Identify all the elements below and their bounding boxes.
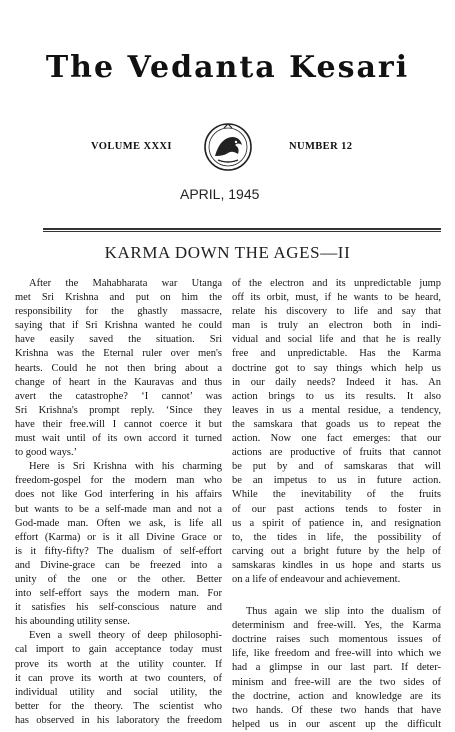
text-line: helped us in our ascent up the difficult [232, 718, 441, 730]
text-line: actions are productive of fruits that cannot [232, 447, 441, 459]
text-line: of our past actions tends to foster in [232, 503, 441, 515]
text-line: carving out a bright future by the help of [232, 545, 441, 557]
text-line: life, like freedom and free-will into which we [232, 648, 441, 660]
text-line: Sri Krishna's prompt reply. ‘Since they [15, 404, 222, 416]
text-line: have easily saved the situation. Sri [15, 334, 222, 346]
text-line: action. Now one fact emerges: that our [232, 433, 441, 445]
text-line: change of heart in the Kauravas and thus [15, 376, 222, 388]
text-line: free and unpredictable. Has the Karma [232, 348, 441, 360]
text-line: have their free.will I cannot coerce it but [15, 418, 222, 430]
text-line: us a spirit of patience in, and resignation [232, 517, 441, 529]
text-line: has observed in his laboratory the freedom [15, 714, 222, 726]
text-line: his abounding utility sense. [15, 616, 130, 628]
text-line: relate his discovery to life and say that [232, 306, 441, 318]
text-line: off its orbit, must, if he wants to be heard, [232, 292, 441, 304]
text-line: and Divine-grace can be freezed into a [15, 559, 222, 571]
text-line: effort (Karma) or is it all Divine Grace or [15, 531, 222, 543]
text-line: to good ways.’ [15, 447, 78, 459]
text-line: the doctrine, action and knowledge are its [232, 690, 441, 702]
text-line: doctrine raises such momentous issues of [232, 634, 441, 646]
lion-emblem-logo [202, 120, 254, 174]
volume-label: VOLUME XXXI [91, 141, 172, 152]
text-line: Here is Sri Krishna with his charming [29, 461, 222, 473]
text-line: must wait until of its own accord it turned [15, 433, 222, 445]
journal-masthead: The Vedanta Kesari [45, 50, 410, 85]
paragraph-gap [232, 587, 441, 605]
text-line: hearts. Could he not then bring about a [15, 362, 222, 374]
text-line: had a glimpse in our last part. If deter- [232, 662, 441, 674]
text-line: be put by and of samskaras that will [232, 461, 441, 473]
text-line: to, the tides in life, the possibility of [232, 531, 441, 543]
text-line: Thus again we slip into the dualism of [246, 606, 441, 618]
text-line: it satisfies his self-conscious nature and [15, 602, 222, 614]
left-text-column [15, 277, 222, 728]
text-line: man is truly an electron both in indi- [232, 320, 441, 332]
text-line: unity of the one or the other. Better [15, 573, 222, 585]
text-line: on a life of endeavour and achievement. [232, 573, 401, 585]
text-line: individual utility and social utility, the [15, 686, 222, 698]
header-rule-thin [43, 231, 441, 232]
text-line: met Sri Krishna and put on him the [15, 292, 222, 304]
text-line: action brings to us its results. It also [232, 390, 441, 402]
text-line: doctrine got to say things which help us [232, 362, 441, 374]
text-line: freedom-gospel for the modern man who [15, 475, 222, 487]
text-line: cal import to gain acceptance today must [15, 644, 222, 656]
text-line: avert the catastrophe? ‘I cannot’ was [15, 390, 222, 402]
issue-number-label: NUMBER 12 [289, 141, 353, 152]
text-line: but wants to be a self-made man and not a [15, 503, 222, 515]
text-line: determinism and free-will. Yes, the Karma [232, 620, 441, 632]
text-line: samskaras kindles in us hope and starts us [232, 559, 441, 571]
header-rule [43, 228, 441, 230]
text-line: does not like God interfering in his affairs [15, 489, 222, 501]
text-line: prove its worth at the utility counter. If [15, 658, 222, 670]
text-line: leaves in us a mental residue, a tendency, [232, 404, 441, 416]
article-title: KARMA DOWN THE AGES—II [104, 243, 351, 262]
right-text-column [232, 277, 441, 732]
text-line: into self-effort says the modern man. For [15, 588, 222, 600]
text-line: minism and free-will are the two sides of [232, 676, 441, 688]
issue-date: APRIL, 1945 [180, 186, 260, 202]
text-line: in our daily needs? Indeed it has. An [232, 376, 441, 388]
text-line: be an impetus to us in future action. [232, 475, 441, 487]
text-line: it can prove its worth at two counters, of [15, 672, 222, 684]
text-line: the samskara that goads us to repeat the [232, 418, 441, 430]
text-line: Even a swell theory of deep philosophi- [29, 630, 222, 642]
text-line: God-made man. Often we ask, is life all [15, 517, 222, 529]
text-line: of the electron and its unpredictable jump [232, 278, 441, 289]
text-line: Krishna was the Eternal ruler over men's [15, 348, 222, 360]
text-line: vidual and social life and that he is really [232, 334, 441, 346]
text-line: responsibility for the ghastly massacre, [15, 306, 222, 318]
text-line: better for the theory. The scientist who [15, 700, 222, 712]
text-line: While the inevitability of the fruits [232, 489, 441, 501]
text-line: two hands. Of these two hands that have [232, 704, 441, 716]
text-line: saying that if Sri Krishna wanted he could [15, 320, 222, 332]
text-line: After the Mahabharata war Utanga [29, 278, 222, 289]
text-line: is it fifty-fifty? The dualism of self-effort [15, 545, 222, 557]
